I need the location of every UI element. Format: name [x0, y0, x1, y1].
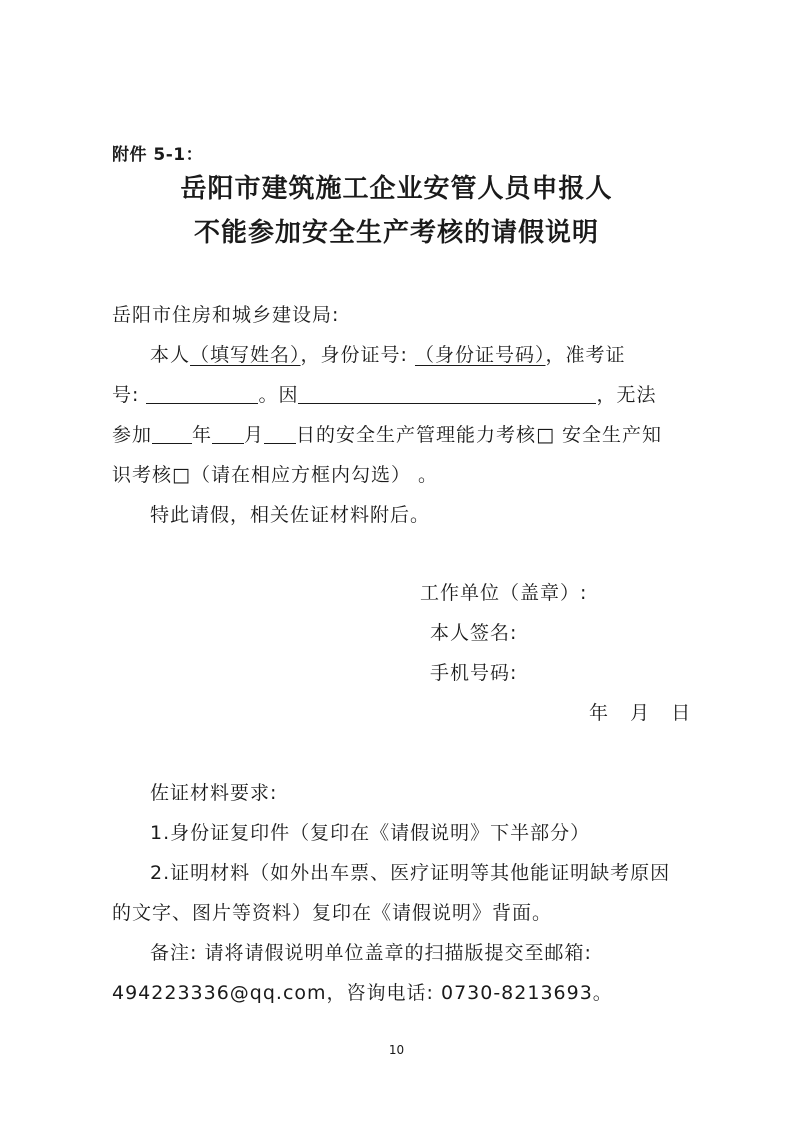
requirement-item-2b: 的文字、图片等资料）复印在《请假说明》背面。 — [112, 902, 553, 924]
period: 。 — [410, 464, 439, 486]
closing-text: 特此请假，相关佐证材料附后。 — [150, 504, 431, 526]
reason-field[interactable] — [298, 385, 596, 404]
body-line-2 — [112, 380, 656, 407]
management-checkbox[interactable]: □ — [536, 424, 556, 446]
ticket-label-2: 号: — [112, 384, 147, 406]
signature-label: 本人签名: — [430, 622, 518, 644]
note-line-1: 备注: 请将请假说明单位盖章的扫描版提交至邮箱: — [150, 942, 592, 964]
body-prefix: 本人 — [150, 344, 191, 366]
body-line-4 — [112, 460, 438, 487]
recipient: 岳阳市住房和城乡建设局: — [112, 304, 340, 326]
attend-text: 参加 — [112, 424, 153, 446]
knowledge-text-a: 安全生产知 — [555, 424, 663, 446]
year-field[interactable] — [152, 425, 192, 444]
day-field[interactable] — [264, 425, 296, 444]
knowledge-text-b: 识考核 — [112, 464, 173, 486]
note-line-2: 494223336@qq.com，咨询电话: 0730-8213693。 — [112, 982, 613, 1004]
reason-prefix: 。因 — [258, 384, 299, 406]
requirement-item-1: 1.身份证复印件（复印在《请假说明》下半部分） — [150, 822, 591, 844]
requirements-heading: 佐证材料要求: — [150, 782, 278, 804]
annex-label: 附件 5-1： — [112, 145, 204, 165]
month-field[interactable] — [212, 425, 244, 444]
ticket-label: ，准考证 — [545, 344, 626, 366]
body-line-1 — [150, 340, 626, 367]
day-label: 日的安全生产管理能力考核 — [296, 424, 537, 446]
title-line-1: 岳阳市建筑施工企业安管人员申报人 — [180, 174, 613, 204]
id-label: ，身份证号: — [300, 344, 415, 366]
cannot-text: ，无法 — [596, 384, 657, 406]
date-label: 年 月 日 — [589, 702, 692, 724]
phone-label: 手机号码: — [430, 662, 518, 684]
page-number: 10 — [388, 1043, 405, 1057]
body-line-3 — [112, 420, 662, 447]
year-label: 年 — [192, 424, 213, 446]
ticket-number-field[interactable] — [146, 385, 258, 404]
work-unit-label: 工作单位（盖章）: — [420, 582, 588, 604]
id-number-field[interactable]: （身份证号码） — [414, 344, 546, 366]
requirement-item-2a: 2.证明材料（如外出车票、医疗证明等其他能证明缺考原因 — [150, 862, 671, 884]
title-line-2: 不能参加安全生产考核的请假说明 — [193, 218, 599, 248]
check-hint: （请在相应方框内勾选） — [190, 464, 411, 486]
month-label: 月 — [244, 424, 265, 446]
name-field[interactable]: （填写姓名） — [190, 344, 301, 366]
knowledge-checkbox[interactable]: □ — [172, 464, 191, 486]
